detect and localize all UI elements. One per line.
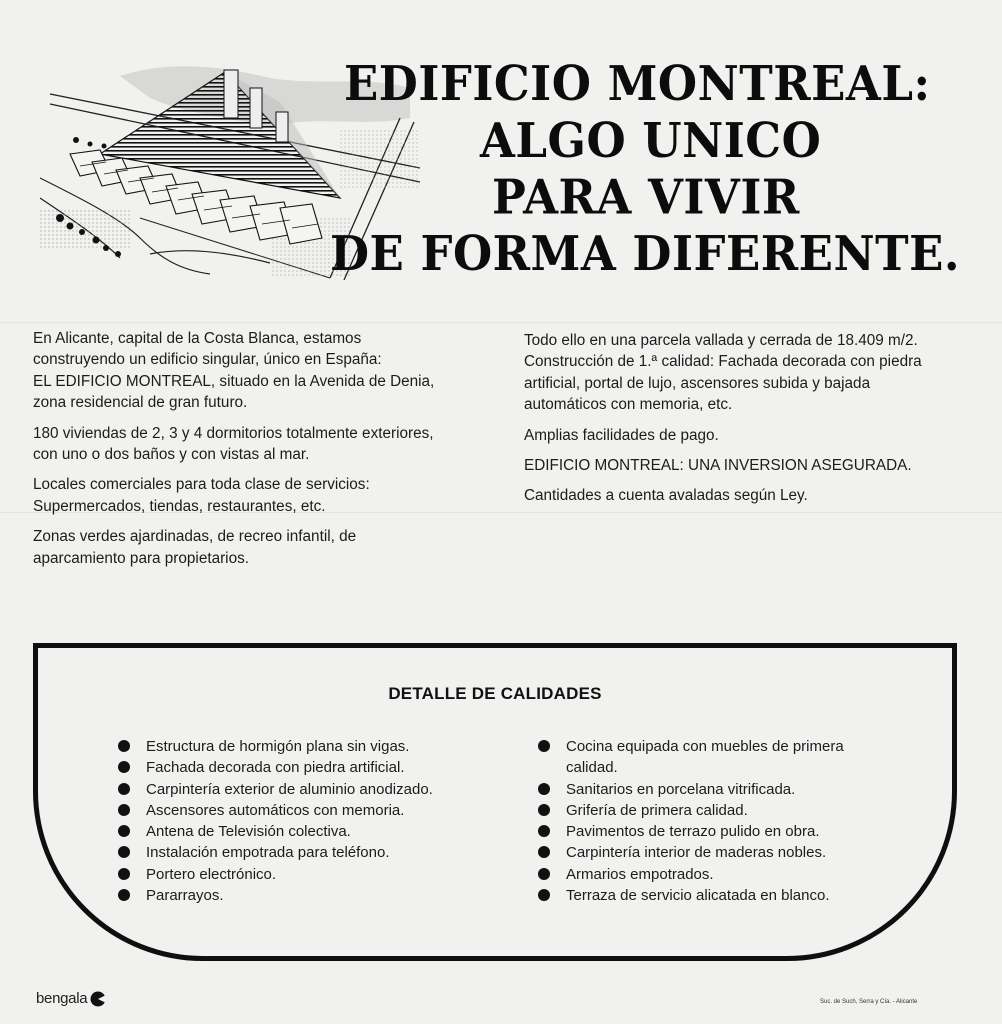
list-item — [538, 821, 898, 842]
headline — [330, 56, 995, 283]
list-item-text: Antena de Televisión colectiva. — [146, 823, 351, 841]
intro-paragraph: Todo ello en una parcela vallada y cerrada de 18.409 m/2. Construcción de 1.ª calidad: Fachada decorada con piedra artificial, portal de lujo, ascensores subida y bajada automáticos con memoria, etc. — [524, 332, 922, 414]
paper-fold-line — [0, 322, 1002, 323]
qualities-title: DETALLE DE CALIDADES — [388, 684, 602, 703]
bullet-icon — [538, 868, 550, 880]
list-item-text: Grifería de primera calidad. — [566, 801, 748, 819]
intro-left-column — [33, 328, 493, 578]
qualities-left-list — [118, 736, 498, 906]
bullet-icon — [538, 783, 550, 795]
qualities-right-list — [538, 736, 898, 906]
qualities-box — [33, 643, 957, 961]
list-item-text: Estructura de hormigón plana sin vigas. — [146, 738, 410, 755]
list-item-text: Fachada decorada con piedra artificial. — [146, 759, 405, 777]
intro-paragraph: Cantidades a cuenta avaladas según Ley. — [524, 487, 808, 505]
bengala-logo — [36, 990, 106, 1007]
bullet-icon — [538, 804, 550, 816]
list-item — [118, 885, 498, 906]
list-item — [118, 821, 498, 842]
list-item-text: Terraza de servicio alicatada en blanco. — [566, 887, 830, 905]
bullet-icon — [118, 825, 130, 837]
intro-paragraph: Locales comerciales para toda clase de servicios: Supermercados, tiendas, restaurantes, etc. — [33, 476, 370, 515]
list-item-text: Ascensores automáticos con memoria. — [146, 801, 405, 819]
headline-line-3: PARA VIVIR — [492, 169, 800, 226]
headline-line-2: ALGO UNICO — [480, 112, 822, 169]
intro-paragraph: Zonas verdes ajardinadas, de recreo infantil, de aparcamiento para propietarios. — [33, 528, 357, 567]
list-item — [538, 779, 898, 800]
list-item — [538, 864, 898, 885]
bullet-icon — [118, 804, 130, 816]
list-item — [118, 800, 498, 821]
list-item-text: Pavimentos de terrazo pulido en obra. — [566, 823, 820, 841]
logo-text: bengala — [36, 990, 88, 1007]
list-item-text: Pararrayos. — [146, 887, 224, 905]
intro-paragraph: EDIFICIO MONTREAL: UNA INVERSION ASEGURADA. — [524, 457, 912, 475]
bullet-icon — [538, 889, 550, 901]
list-item — [538, 842, 898, 863]
list-item — [118, 757, 498, 778]
list-item-text: Carpintería interior de maderas nobles. — [566, 844, 827, 862]
list-item — [118, 842, 498, 863]
bullet-icon — [538, 825, 550, 837]
headline-line-4: DE FORMA DIFERENTE. — [330, 226, 961, 282]
bullet-icon — [118, 889, 130, 901]
intro-paragraph: Amplias facilidades de pago. — [524, 426, 719, 444]
list-item — [118, 864, 498, 885]
list-item — [538, 800, 898, 821]
list-item-text: Portero electrónico. — [146, 865, 277, 883]
logo-mark-icon — [90, 991, 106, 1007]
list-item-text: Armarios empotrados. — [566, 865, 714, 883]
intro-right-column — [524, 330, 984, 516]
list-item-text: Sanitarios en porcelana vitrificada. — [566, 780, 796, 798]
bullet-icon — [118, 740, 130, 752]
list-item — [538, 885, 898, 906]
list-item — [118, 779, 498, 800]
bullet-icon — [538, 846, 550, 858]
list-item — [118, 736, 498, 757]
intro-paragraph: En Alicante, capital de la Costa Blanca, estamos construyendo un edificio singular, único en España: EL EDIFICIO MONTREAL, situado en la Avenida de Denia, zona residencial de gran futuro. — [33, 330, 435, 412]
headline-line-1: EDIFICIO MONTREAL: — [344, 56, 931, 112]
printer-credit: Suc. de Such, Serra y Cía. - Alicante — [820, 999, 918, 1005]
bullet-icon — [118, 868, 130, 880]
bullet-icon — [118, 846, 130, 858]
bullet-icon — [538, 740, 550, 752]
intro-paragraph: 180 viviendas de 2, 3 y 4 dormitorios totalmente exteriores, con uno o dos baños y con vistas al mar. — [33, 424, 434, 464]
list-item-text: Carpintería exterior de aluminio anodizado. — [146, 780, 433, 798]
bullet-icon — [118, 783, 130, 795]
bullet-icon — [118, 761, 130, 773]
list-item-text: Cocina equipada con muebles de primera calidad. — [566, 738, 844, 777]
list-item — [538, 736, 898, 779]
list-item-text: Instalación empotrada para teléfono. — [146, 844, 390, 862]
